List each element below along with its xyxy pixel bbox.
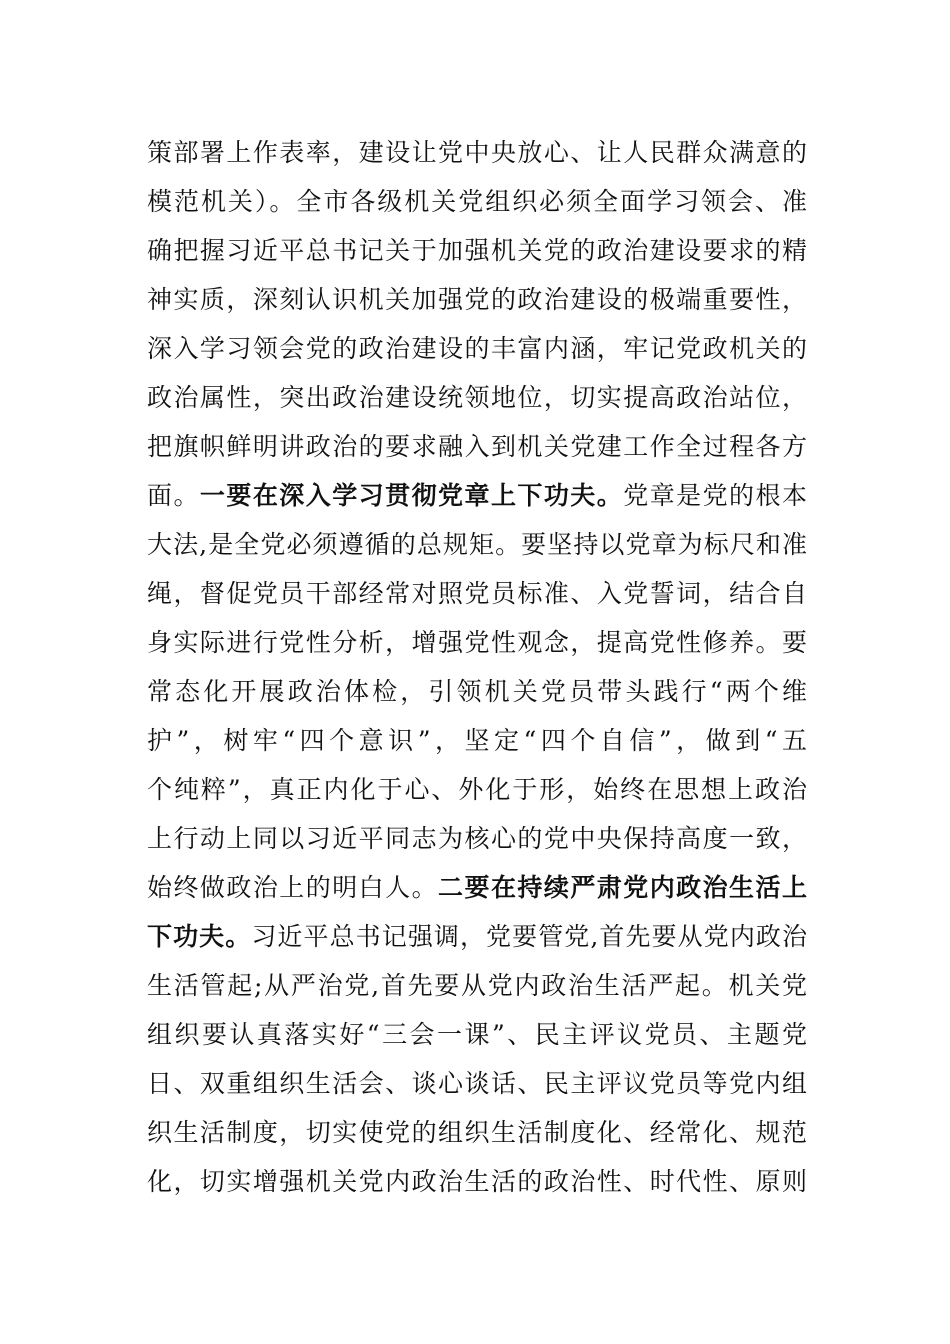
body-text-segment: 织生活制度，切实使党的组织生活制度化、经常化、规范: [147, 1118, 807, 1147]
body-text-segment: 个纯粹”，真正内化于心、外化于形，始终在思想上政治: [147, 775, 807, 804]
body-text-segment: 政治属性，突出政治建设统领地位，切实提高政治站位，: [147, 383, 807, 412]
body-text-segment: 深入学习领会党的政治建设的丰富内涵，牢记党政机关的: [147, 334, 807, 363]
body-text: [147, 128, 807, 1206]
text-line: [147, 520, 807, 569]
body-text-segment: 日、双重组织生活会、谈心谈话、民主评议党员等党内组: [147, 1069, 807, 1098]
body-text-segment: 组织要认真落实好“三会一课”、民主评议党员、主题党: [147, 1020, 807, 1049]
text-line: [147, 863, 807, 912]
text-line: [147, 912, 807, 961]
text-line: [147, 373, 807, 422]
text-line: [147, 177, 807, 226]
text-line: [147, 1059, 807, 1108]
body-text-segment: 身实际进行党性分析，增强党性观念，提高党性修养。要: [147, 628, 807, 657]
body-text-segment: 绳，督促党员干部经常对照党员标准、入党誓词，结合自: [147, 579, 807, 608]
body-text-segment: 党章是党的根本: [623, 481, 807, 510]
body-text-segment: 常态化开展政治体检，引领机关党员带头践行“两个维: [147, 677, 807, 706]
body-text-segment: 神实质，深刻认识机关加强党的政治建设的极端重要性，: [147, 285, 807, 314]
text-line: [147, 1010, 807, 1059]
bold-heading-text: 一要在深入学习贯彻党章上下功夫。: [199, 481, 624, 510]
text-line: [147, 569, 807, 618]
text-line: [147, 471, 807, 520]
text-line: [147, 667, 807, 716]
body-text-segment: 策部署上作表率，建设让党中央放心、让人民群众满意的: [147, 138, 807, 167]
text-line: [147, 961, 807, 1010]
text-line: [147, 618, 807, 667]
body-text-segment: 生活管起;从严治党,首先要从党内政治生活严起。机关党: [147, 971, 807, 1000]
text-line: [147, 814, 807, 863]
text-line: [147, 716, 807, 765]
body-text-segment: 化，切实增强机关党内政治生活的政治性、时代性、原则: [147, 1167, 807, 1196]
text-line: [147, 1108, 807, 1157]
text-line: [147, 324, 807, 373]
body-text-segment: 面。: [147, 481, 200, 510]
body-text-segment: 把旗帜鲜明讲政治的要求融入到机关党建工作全过程各方: [147, 432, 807, 461]
bold-heading-text: 下功夫。: [147, 922, 252, 951]
body-text-segment: 确把握习近平总书记关于加强机关党的政治建设要求的精: [147, 236, 807, 265]
text-line: [147, 765, 807, 814]
body-text-segment: 模范机关）。全市各级机关党组织必须全面学习领会、准: [147, 187, 807, 216]
body-text-segment: 习近平总书记强调，党要管党,首先要从党内政治: [251, 922, 807, 951]
body-text-segment: 护”，树牢“四个意识”，坚定“四个自信”，做到“五: [147, 726, 807, 755]
body-text-segment: 上行动上同以习近平同志为核心的党中央保持高度一致，: [147, 824, 807, 853]
text-line: [147, 275, 807, 324]
text-line: [147, 226, 807, 275]
text-line: [147, 128, 807, 177]
text-line: [147, 422, 807, 471]
bold-heading-text: 二要在持续严肃党内政治生活上: [438, 873, 807, 902]
body-text-segment: 大法,是全党必须遵循的总规矩。要坚持以党章为标尺和准: [147, 530, 807, 559]
text-line: [147, 1157, 807, 1206]
body-text-segment: 始终做政治上的明白人。: [147, 873, 439, 902]
